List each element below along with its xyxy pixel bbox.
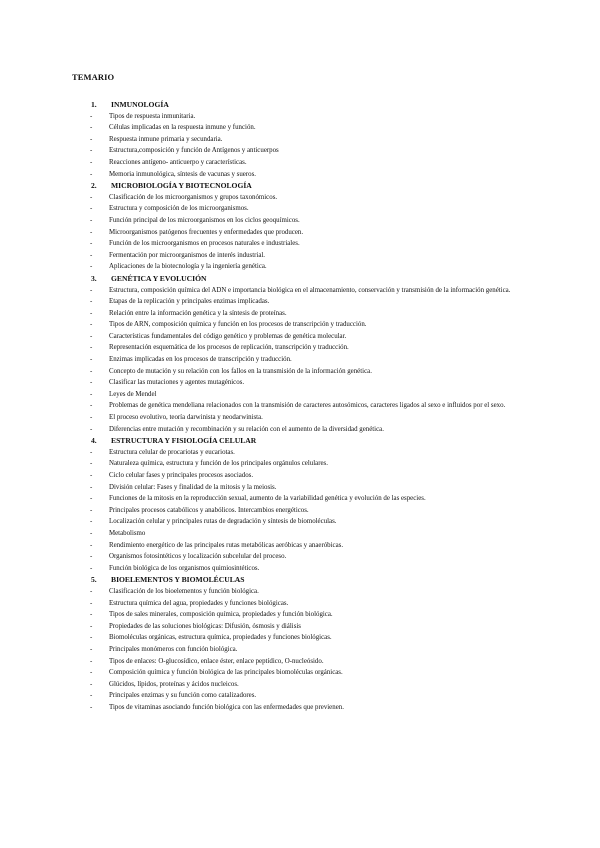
list-item: [88, 145, 540, 157]
list-item-text: Localización celular y principales rutas de degradación y síntesis de biomoléculas.: [109, 518, 337, 526]
dash-bullet-icon: -: [90, 611, 93, 619]
dash-bullet-icon: -: [90, 703, 93, 711]
list-item-text: Problemas de genética mendeliana relacionados con la transmisión de caracteres autosómicos, caracteres ligados al sexo e influidos por el sexo.: [109, 402, 506, 410]
dash-bullet-icon: -: [90, 251, 93, 259]
list-item-text: Características fundamentales del código genético y problemas de genética molecular.: [109, 332, 347, 340]
list-item-text: Etapas de la replicación y principales enzimas implicadas.: [109, 298, 270, 306]
list-item: [88, 563, 540, 575]
document-title: TEMARIO: [72, 72, 115, 82]
section-title: ESTRUCTURA Y FISIOLOGÍA CELULAR: [111, 436, 257, 446]
section-number: 3.: [91, 273, 97, 283]
list-item: [88, 447, 540, 459]
list-item-text: Metabolismo: [109, 529, 146, 537]
list-item: [88, 702, 540, 714]
list-item: [88, 516, 540, 528]
section-heading: [88, 180, 540, 192]
section-title: BIOELEMENTOS Y BIOMOLÉCULAS: [111, 575, 245, 585]
list-item-text: Ciclo celular fases y principales procesos asociados.: [109, 472, 254, 479]
list-item: [88, 644, 540, 656]
dash-bullet-icon: -: [90, 193, 93, 201]
list-item-text: Función principal de los microorganismos en los ciclos geoquímicos.: [109, 216, 300, 224]
list-item: [88, 238, 540, 250]
dash-bullet-icon: -: [90, 680, 93, 688]
list-item: [88, 482, 540, 494]
list-item: [88, 366, 540, 378]
dash-bullet-icon: -: [90, 158, 93, 166]
section-heading: [88, 574, 540, 586]
list-item: [88, 331, 540, 343]
list-item-text: Rendimiento energético de las principales rutas metabólicas aeróbicas y anaeróbicas.: [109, 541, 344, 549]
list-item-text: Estructura,composición y función de Antígenos y anticuerpos: [109, 147, 279, 155]
dash-bullet-icon: -: [90, 240, 93, 248]
list-item: [88, 656, 540, 668]
dash-bullet-icon: -: [90, 309, 93, 317]
list-item-text: Aplicaciones de la biotecnología y la ingeniería genética.: [109, 263, 267, 271]
list-item: [88, 308, 540, 320]
dash-bullet-icon: -: [90, 495, 93, 503]
list-item: [88, 598, 540, 610]
list-item-text: Tipos de respuesta inmunitaria.: [109, 112, 196, 120]
dash-bullet-icon: -: [90, 263, 93, 271]
list-item-text: Reacciones antígeno- anticuerpo y características.: [109, 158, 247, 166]
list-item-text: Respuesta inmune primaria y secundaria.: [109, 135, 223, 143]
list-item-text: Diferencias entre mutación y recombinación y su relación con el aumento de la diversidad genética.: [109, 425, 384, 433]
list-item: [88, 632, 540, 644]
list-item: [88, 215, 540, 227]
list-item-text: Organismos fotosintéticos y localización subcelular del proceso.: [109, 553, 287, 561]
dash-bullet-icon: -: [90, 669, 93, 677]
list-item: [88, 354, 540, 366]
list-item-text: Principales monómeros con función biológica.: [109, 645, 238, 653]
list-item-text: Función biológica de los organismos quimiosintéticos.: [109, 564, 260, 572]
list-item: [88, 169, 540, 181]
dash-bullet-icon: -: [90, 472, 93, 479]
dash-bullet-icon: -: [90, 518, 93, 526]
section-heading: [88, 99, 540, 111]
list-item-text: Naturaleza química, estructura y función de los principales orgánulos celulares.: [109, 460, 328, 468]
list-item-text: Composición química y función biológica de las principales biomoléculas orgánicas.: [109, 669, 343, 677]
list-item: [88, 157, 540, 169]
dash-bullet-icon: -: [90, 529, 93, 537]
list-item: [88, 690, 540, 702]
list-item-text: Microorganismos patógenos frecuentes y enfermedades que producen.: [109, 228, 304, 236]
dash-bullet-icon: -: [90, 599, 93, 607]
list-item-text: Tipos de ARN, composición química y función en los procesos de transcripción y traducción.: [109, 321, 367, 329]
list-item: [88, 493, 540, 505]
dash-bullet-icon: -: [90, 506, 93, 514]
list-item: [88, 551, 540, 563]
list-item: [88, 528, 540, 540]
section-title: GENÉTICA Y EVOLUCIÓN: [111, 273, 207, 283]
dash-bullet-icon: -: [90, 124, 93, 132]
list-item-text: Leyes de Mendel: [109, 390, 157, 398]
list-item-text: Fermentación por microorganismos de interés industrial.: [109, 251, 266, 259]
dash-bullet-icon: -: [90, 379, 93, 387]
list-item: [88, 111, 540, 123]
list-item-text: Representación esquemática de los procesos de replicación, transcripción y traducción.: [109, 344, 349, 352]
section-number: 2.: [91, 181, 97, 191]
list-item: [88, 342, 540, 354]
list-item: [88, 319, 540, 331]
list-item: [88, 285, 540, 297]
dash-bullet-icon: -: [90, 298, 93, 306]
list-item-text: Clasificación de los microorganismos y grupos taxonómicos.: [109, 193, 278, 201]
section-number: 5.: [91, 575, 97, 585]
list-item: [88, 679, 540, 691]
dash-bullet-icon: -: [90, 332, 93, 340]
dash-bullet-icon: -: [90, 367, 93, 375]
list-item-text: Clasificar las mutaciones y agentes mutagénicos.: [109, 379, 245, 387]
list-item-text: Principales procesos catabólicos y anabólicos. Intercambios energéticos.: [109, 506, 309, 514]
list-item: [88, 586, 540, 598]
dash-bullet-icon: -: [90, 541, 93, 549]
list-item: [88, 412, 540, 424]
list-item-text: Concepto de mutación y su relación con los fallos en la transmisión de la información genética.: [109, 367, 372, 375]
list-item-text: Estructura celular de procariotas y eucariotas.: [109, 448, 235, 456]
section-title: INMUNOLOGÍA: [111, 100, 169, 109]
dash-bullet-icon: -: [90, 634, 93, 642]
dash-bullet-icon: -: [90, 622, 93, 630]
list-item: [88, 134, 540, 146]
dash-bullet-icon: -: [90, 483, 93, 491]
list-item-text: Tipos de sales minerales, composición química, propiedades y función biológica.: [109, 611, 333, 619]
dash-bullet-icon: -: [90, 402, 93, 410]
list-item-text: Glúcidos, lípidos, proteínas y ácidos nucleicos.: [109, 680, 239, 688]
list-item-text: Estructura, composición química del ADN e importancia biológica en el almacenamiento, conservación y transmisión de la información genética.: [109, 286, 511, 294]
section-title: MICROBIOLOGÍA Y BIOTECNOLOGÍA: [111, 181, 252, 191]
list-item: [88, 621, 540, 633]
dash-bullet-icon: -: [90, 216, 93, 224]
list-item-text: Estructura y composición de los microorganismos.: [109, 205, 249, 213]
dash-bullet-icon: -: [90, 587, 93, 595]
list-item: [88, 389, 540, 401]
list-item: [88, 540, 540, 552]
list-item-text: El proceso evolutivo, teoría darwinista y neodarwinista.: [109, 414, 263, 422]
dash-bullet-icon: -: [90, 147, 93, 155]
list-item: [88, 227, 540, 239]
dash-bullet-icon: -: [90, 553, 93, 561]
list-item: [88, 424, 540, 436]
dash-bullet-icon: -: [90, 414, 93, 422]
list-item-text: Tipos de vitaminas asociando función biológica con las enfermedades que previenen.: [109, 703, 344, 711]
dash-bullet-icon: -: [90, 205, 93, 213]
list-item: [88, 458, 540, 470]
section-number: 4.: [91, 436, 97, 446]
list-item: [88, 470, 540, 482]
list-item-text: Función de los microorganismos en procesos naturales e industriales.: [109, 240, 300, 248]
dash-bullet-icon: -: [90, 645, 93, 653]
list-item: [88, 261, 540, 273]
list-item-text: Tipos de enlaces: O-glucosídico, enlace éster, enlace peptídico, O-nucleósido.: [109, 657, 324, 665]
dash-bullet-icon: -: [90, 448, 93, 456]
section-number: 1.: [91, 100, 97, 109]
dash-bullet-icon: -: [90, 286, 93, 294]
list-item: [88, 400, 540, 412]
list-item-text: Memoria inmunológica, síntesis de vacunas y sueros.: [109, 170, 256, 178]
section-heading: [88, 273, 540, 285]
dash-bullet-icon: -: [90, 135, 93, 143]
list-item: [88, 667, 540, 679]
dash-bullet-icon: -: [90, 460, 93, 468]
list-item: [88, 377, 540, 389]
section-heading: [88, 435, 540, 447]
list-item-text: Principales enzimas y su función como catalizadores.: [109, 692, 257, 700]
dash-bullet-icon: -: [90, 692, 93, 700]
syllabus-content: [88, 99, 540, 713]
list-item-text: Funciones de la mitosis en la reproducción sexual, aumento de la variabilidad genética y evolución de las especies.: [109, 495, 426, 503]
list-item-text: Células implicadas en la respuesta inmune y función.: [109, 124, 256, 132]
dash-bullet-icon: -: [90, 425, 93, 433]
list-item: [88, 122, 540, 134]
list-item: [88, 296, 540, 308]
list-item: [88, 192, 540, 204]
dash-bullet-icon: -: [90, 112, 93, 120]
list-item: [88, 505, 540, 517]
dash-bullet-icon: -: [90, 564, 93, 572]
list-item: [88, 250, 540, 262]
list-item-text: Relación entre la información genética y la síntesis de proteínas.: [109, 309, 287, 317]
dash-bullet-icon: -: [90, 344, 93, 352]
list-item-text: División celular: Fases y finalidad de la mitosis y la meiosis.: [109, 483, 277, 491]
list-item-text: Enzimas implicadas en los procesos de transcripción y traducción.: [109, 356, 292, 364]
list-item-text: Clasificación de los bioelementos y función biológica.: [109, 587, 259, 595]
dash-bullet-icon: -: [90, 356, 93, 364]
dash-bullet-icon: -: [90, 657, 93, 665]
list-item: [88, 609, 540, 621]
list-item-text: Biomoléculas orgánicas, estructura química, propiedades y funciones biológicas.: [109, 634, 332, 642]
dash-bullet-icon: -: [90, 390, 93, 398]
list-item: [88, 203, 540, 215]
list-item-text: Estructura química del agua, propiedades y funciones biológicas.: [109, 599, 289, 607]
list-item-text: Propiedades de las soluciones biológicas: Difusión, ósmosis y diálisis: [109, 622, 301, 630]
dash-bullet-icon: -: [90, 321, 93, 329]
dash-bullet-icon: -: [90, 170, 93, 178]
dash-bullet-icon: -: [90, 228, 93, 236]
